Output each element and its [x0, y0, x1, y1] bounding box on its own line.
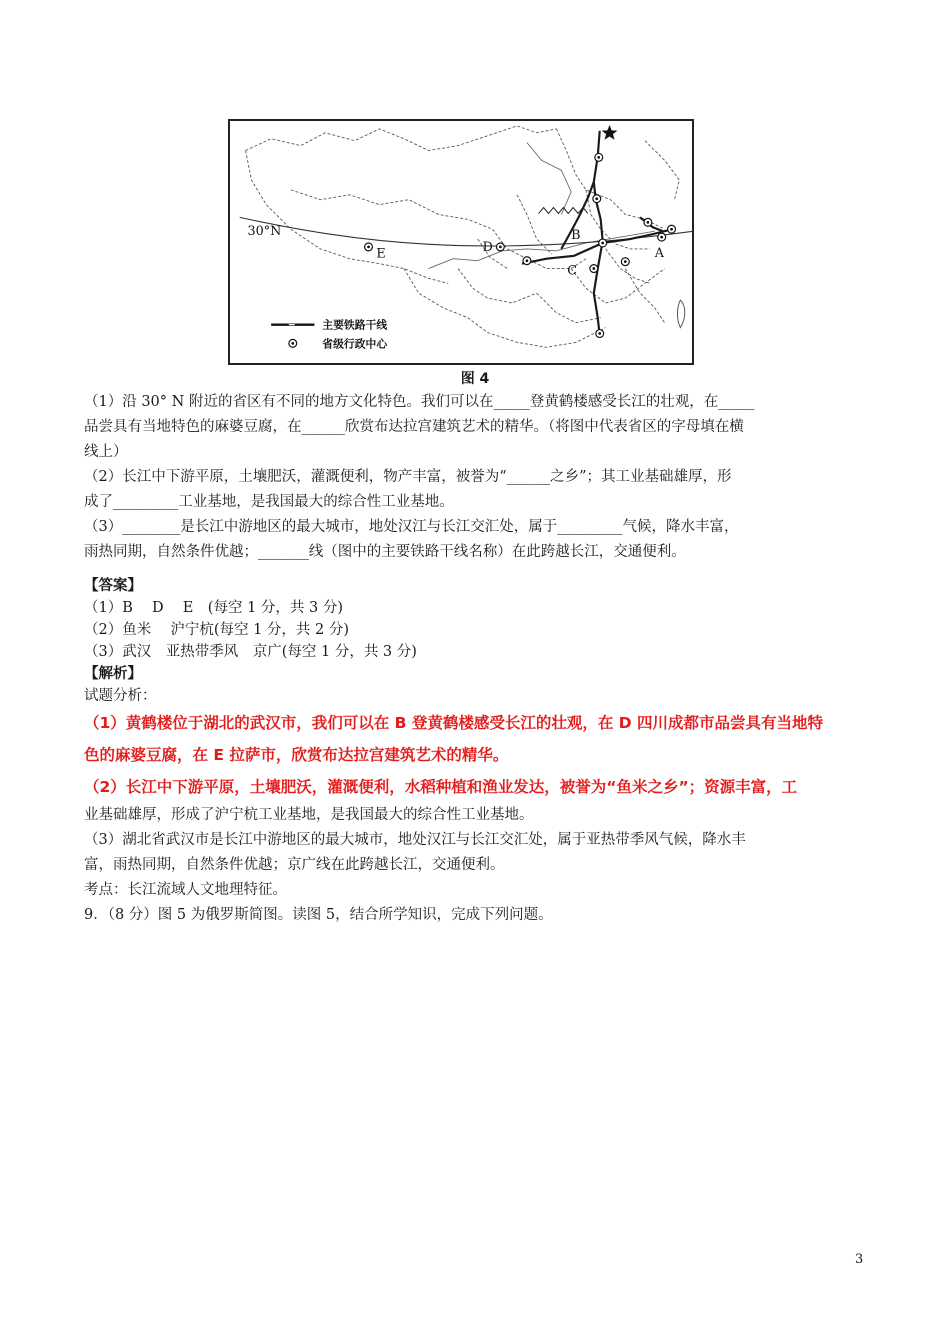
answer-heading: 【答案】: [84, 577, 142, 594]
province-label-a: A: [654, 245, 665, 261]
province-label-c: C: [567, 263, 578, 279]
question-line: （1）沿 30° N 附近的省区有不同的地方文化特色。我们可以在_____登黄鹤楼感受长江的壮观，在_____: [84, 394, 755, 410]
analysis-block: [84, 663, 870, 903]
answer-line: （2）鱼米 沪宁杭(每空 1 分，共 2 分): [84, 622, 350, 638]
rivers: [429, 143, 655, 269]
analysis-line: 业基础雄厚，形成了沪宁杭工业基地，是我国最大的综合性工业基地。: [84, 807, 534, 823]
province-label-b: B: [571, 228, 581, 244]
map-figure: [228, 119, 694, 365]
question-line: 品尝具有当地特色的麻婆豆腐，在______欣赏布达拉宫建筑艺术的精华。（将图中代表省区的字母填在横: [84, 419, 744, 435]
china-map: [230, 121, 692, 363]
taiwan-outline: [677, 300, 684, 328]
page-number: 3: [855, 1252, 864, 1267]
question-line: （3）________是长江中游地区的最大城市，地处汉江与长江交汇处，属于_________气候，降水丰富，: [84, 519, 739, 535]
answer-line: （1）B D E (每空 1 分，共 3 分): [84, 600, 344, 616]
latitude-label: 30°N: [247, 224, 282, 240]
province-boundaries: [246, 126, 680, 347]
question-line: 线上）: [84, 444, 128, 460]
analysis-highlight-line: （2）长江中下游平原，土壤肥沃，灌溉便利，水稻种植和渔业发达，被誉为“鱼米之乡”；资源丰富，工: [84, 778, 798, 796]
legend-railway-label: 主要铁路干线: [322, 318, 388, 332]
answer-line: （3）武汉 亚热带季风 京广(每空 1 分，共 3 分): [84, 644, 417, 660]
question-line: 成了_________工业基地，是我国最大的综合性工业基地。: [84, 494, 454, 510]
latitude-30n-line: [240, 217, 692, 246]
document-body: [84, 390, 870, 928]
analysis-highlight-line: 色的麻婆豆腐，在 E 拉萨市，欣赏布达拉宫建筑艺术的精华。: [84, 746, 509, 764]
question-line: 雨热同期，自然条件优越；_______线（图中的主要铁路干线名称）在此跨越长江，交通便利。: [84, 544, 686, 560]
analysis-highlight-line: （1）黄鹤楼位于湖北的武汉市，我们可以在 B 登黄鹤楼感受长江的壮观，在 D 四川成都市品尝具有当地特: [84, 714, 824, 732]
capital-star-icon: [602, 125, 618, 140]
analysis-line: （3）湖北省武汉市是长江中游地区的最大城市，地处汉江与长江交汇处，属于亚热带季风气候，降水丰: [84, 832, 746, 848]
question-line: （2）长江中下游平原，土壤肥沃，灌溉便利，物产丰富，被誉为“______之乡”；其工业基础雄厚，形: [84, 469, 732, 485]
analysis-line: 富，雨热同期，自然条件优越；京广线在此跨越长江，交通便利。: [84, 857, 505, 873]
answer-block: [84, 575, 870, 663]
analysis-line: 考点：长江流域人文地理特征。: [84, 882, 287, 898]
legend-capital-label: 省级行政中心: [322, 337, 388, 351]
analysis-intro: 试题分析：: [84, 688, 157, 704]
province-label-e: E: [376, 246, 386, 262]
question-block: [84, 390, 870, 565]
map-legend: [271, 318, 388, 351]
province-label-d: D: [482, 239, 493, 255]
next-question: 9．（8 分）图 5 为俄罗斯简图。读图 5，结合所学知识，完成下列问题。: [84, 907, 553, 923]
analysis-heading: 【解析】: [84, 665, 142, 682]
figure-caption: 图 4: [460, 371, 490, 387]
